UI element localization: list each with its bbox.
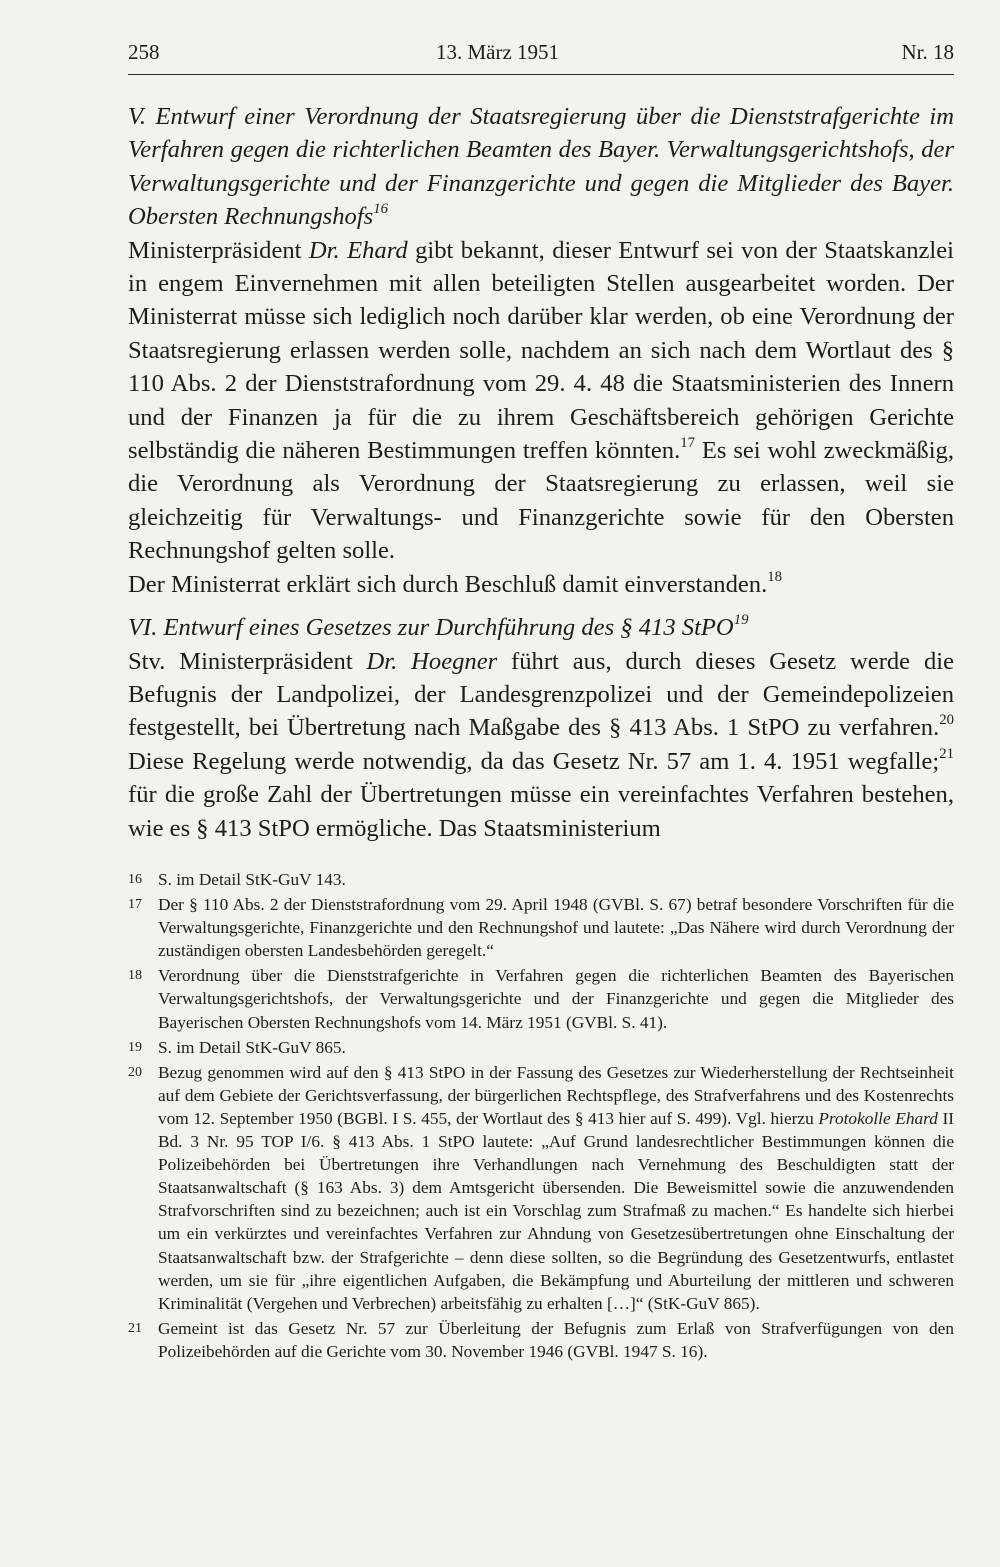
footnote-18 — [128, 964, 954, 1033]
section-heading-vi-text: VI. Entwurf eines Gesetzes zur Durchführung des § 413 StPO — [128, 614, 734, 642]
footnote-number: 17 — [128, 897, 142, 913]
paragraph-hoegner-part-b: führt aus, durch dieses Gesetz werde die Befugnis der Landpolizei, der Landesgrenzpolizei und der Gemeindepolizeien festgestellt, bei Übertretung nach Maßgabe des § 413 Abs. 1 StPO zu verfahren. — [128, 647, 954, 742]
header-date: 13. März 1951 — [436, 40, 560, 64]
footnote-text: S. im Detail StK-GuV 143. — [158, 870, 346, 889]
paragraph-resolution-text: Der Ministerrat erklärt sich durch Beschluß damit einverstanden. — [128, 570, 768, 598]
paragraph-hoegner-part-c: Diese Regelung werde notwendig, da das Gesetz Nr. 57 am 1. 4. 1951 wegfalle; — [128, 747, 940, 775]
footnote-number: 18 — [128, 968, 142, 984]
footnote-16 — [128, 868, 954, 891]
footnotes — [128, 868, 954, 1365]
footnote-number: 16 — [128, 872, 142, 887]
page-number: 258 — [128, 40, 160, 64]
footnote-17 — [128, 893, 954, 962]
footnote-ref-17: 17 — [680, 435, 695, 451]
person-name-hoegner: Dr. Hoegner — [366, 647, 498, 675]
footnote-19 — [128, 1036, 954, 1059]
footnote-20 — [128, 1061, 954, 1315]
footnote-number: 19 — [128, 1039, 142, 1055]
paragraph-resolution — [128, 568, 954, 601]
footnote-ref-18: 18 — [767, 568, 782, 585]
footnote-text: Verordnung über die Dienststrafgerichte in Verfahren gegen die richterlichen Beamten des Bayerischen Verwaltungsgerichtshofs, der Verwaltungsgerichte und der Finanzgerichte und gegen die Mitglieder des Bayerischen Obersten Rechnungshofs vom 14. März 1951 (GVBl. S. 41). — [158, 966, 954, 1032]
header-rule — [128, 74, 954, 75]
person-name-ehard: Dr. Ehard — [308, 236, 408, 264]
footnote-21 — [128, 1317, 954, 1363]
paragraph-ehard-part-c: Es sei wohl zweckmäßig, die Verordnung als Verordnung der Staatsregierung zu erlassen, weil sie gleichzeitig für Verwaltungs- und Finanzgerichte sowie für den Obersten Rechnungshof gelten solle. — [128, 437, 954, 565]
footnote-text: S. im Detail StK-GuV 865. — [158, 1037, 346, 1057]
section-heading-v — [128, 100, 954, 234]
footnote-ref-16: 16 — [373, 201, 388, 218]
paragraph-hoegner-part-d: für die große Zahl der Übertretungen müsse ein vereinfachtes Verfahren bestehen, wie es § 413 StPO ermögliche. Das Staatsministerium — [128, 781, 954, 842]
main-text — [128, 100, 954, 845]
section-heading-vi — [128, 611, 954, 644]
paragraph-ehard-part-a: Ministerpräsident — [128, 236, 309, 264]
paragraph-hoegner-part-a: Stv. Ministerpräsident — [128, 647, 367, 675]
footnote-text: Gemeint ist das Gesetz Nr. 57 zur Überleitung der Befugnis zum Erlaß von Strafverfügungen von den Polizeibehörden auf die Gerichte vom 30. November 1946 (GVBl. 1947 S. 16). — [158, 1318, 954, 1361]
footnote-text: Der § 110 Abs. 2 der Dienststrafordnung vom 29. April 1948 (GVBl. S. 67) betraf besondere Vorschriften für die Verwaltungsgerichte, Finanzgerichte und den Rechnungshof und lautete: „Das Nähere wird durch Verordnung der zuständigen obersten Landesbehörden geregelt.“ — [158, 895, 954, 961]
paragraph-ehard — [128, 234, 954, 568]
paragraph-hoegner — [128, 645, 954, 845]
footnote-ref-20: 20 — [939, 712, 954, 729]
paragraph-ehard-part-b: gibt bekannt, dieser Entwurf sei von der Staatskanzlei in engem Einvernehmen mit allen beteiligten Stellen ausgearbeitet worden. Der Ministerrat müsse sich lediglich noch darüber klar werden, ob eine Verordnung der Staatsregierung erlassen werden solle, nachdem an sich nach dem Wortlaut des § 110 Abs. 2 der Dienststrafordnung vom 29. 4. 48 die Staatsministerien des Innern und der Finanzen ja für die zu ihrem Geschäftsbereich gehörigen Gerichte selbständig die näheren Bestimmungen treffen könnten. — [128, 236, 954, 465]
header-issue-number: Nr. 18 — [901, 40, 954, 64]
section-heading-v-text: V. Entwurf einer Verordnung der Staatsregierung über die Dienststrafgerichte im Verfahren gegen die richterlichen Beamten des Bayer. Verwaltungsgerichtshofs, der Verwaltungsgerichte und der Finanzgerichte und gegen die Mitglieder des Bayer. Obersten Rechnungshofs — [128, 103, 954, 231]
footnote-citation-title: Protokolle Ehard — [818, 1108, 938, 1128]
footnote-text-part-b: II Bd. 3 Nr. 95 TOP I/6. § 413 Abs. 1 StPO lautete: „Auf Grund landesrechtlicher Bestimmungen können die Polizeibehörden bei Übertretungen ihre Verhandlungen nach Vernehmung des Beschuldigten statt der Staatsanwaltschaft (§ 163 Abs. 3) dem Amtsgericht übersenden. Die Beweismittel sowie die anzuwendenden Strafvorschriften sind zu bezeichnen; auch ist ein Vorschlag zum Strafmaß zu machen.“ Es handelte sich hierbei um ein verkürztes und vereinfachtes Verfahren zur Ahndung von Gesetzesübertretungen ohne Einschaltung der Staatsanwaltschaft bzw. der Strafgerichte – denn diese sollten, so die Begründung des Gesetzentwurfs, entlastet werden, um sie für „ihre eigentlichen Aufgaben, die Bekämpfung und Aburteilung der mittleren und schweren Kriminalität (Vergehen und Verbrechen) arbeitsfähig zu erhalten […]“ (StK-GuV 865). — [158, 1108, 954, 1313]
footnote-ref-21: 21 — [939, 745, 954, 762]
footnote-text-part-a: Bezug genommen wird auf den § 413 StPO in der Fassung des Gesetzes zur Wiederherstellung der Rechtseinheit auf dem Gebiete der Gerichtsverfassung, der bürgerlichen Rechtspflege, des Strafverfahrens und des Kostenrechts vom 12. September 1950 (BGBl. I S. 455, der Wortlaut des § 413 hier auf S. 499). Vgl. hierzu — [158, 1062, 954, 1128]
footnote-ref-19: 19 — [733, 612, 749, 629]
running-header — [128, 40, 954, 70]
footnote-number: 20 — [128, 1064, 142, 1080]
footnote-number: 21 — [128, 1320, 142, 1336]
